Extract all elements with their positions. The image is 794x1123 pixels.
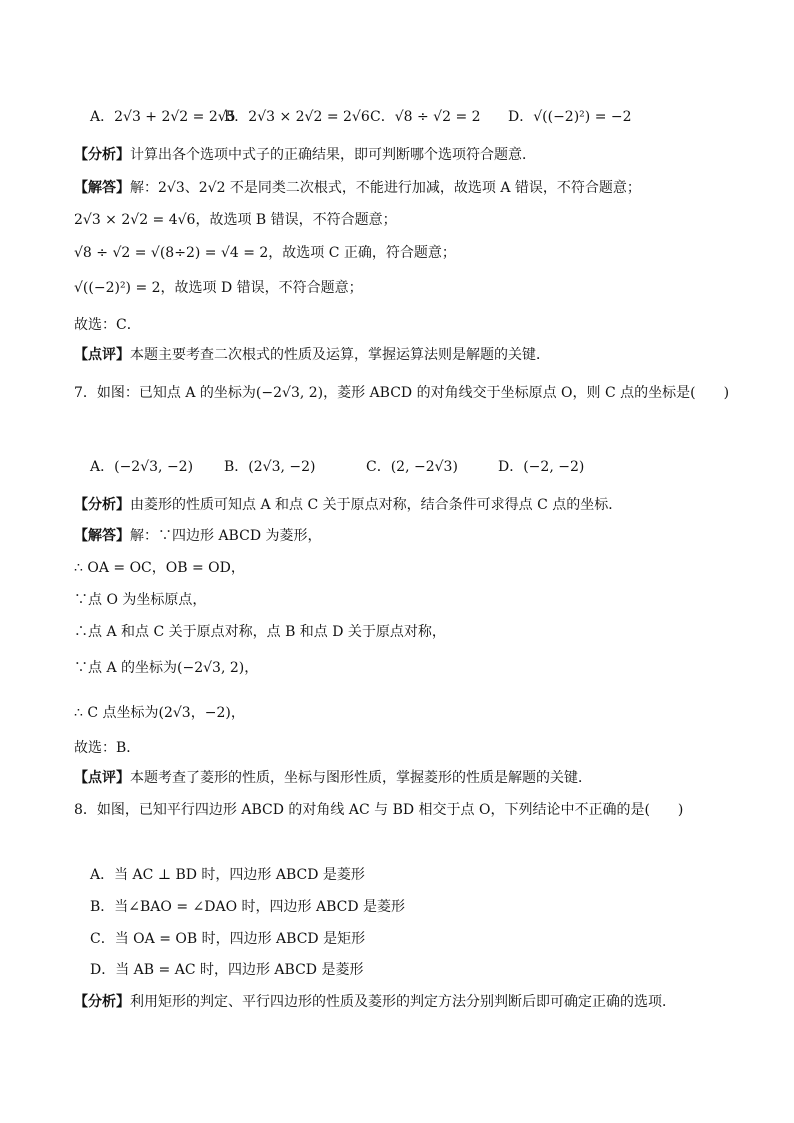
q6-comment-text: 本题主要考查二次根式的性质及运算，掌握运算法则是解题的关键． xyxy=(130,347,550,363)
q7-analysis-text: 由菱形的性质可知点 A 和点 C 关于原点对称，结合条件可求得点 C 点的坐标． xyxy=(130,497,623,513)
q6-analysis xyxy=(74,146,536,164)
q8-stem: 8．如图，已知平行四边形 ABCD 的对角线 AC 与 BD 相交于点 O，下列结论中不正确的是( ) xyxy=(74,802,684,818)
q7-options-row xyxy=(90,458,584,476)
q6-option-d: D．√((−2)²) = −2 xyxy=(508,109,632,125)
q7-solution-line-6: 故选：B． xyxy=(74,740,141,756)
q7-stem: 7．如图：已知点 A 的坐标为(−2√3, 2)，菱形 ABCD 的对角线交于坐标原点 O，则 C 点的坐标是( ) xyxy=(74,385,730,401)
q6-solution-line-4: 故选：C． xyxy=(74,317,141,333)
q7-analysis-tag: 【分析】 xyxy=(74,497,130,513)
q6-solution-tag: 【解答】 xyxy=(74,180,130,196)
q6-analysis-tag: 【分析】 xyxy=(74,147,130,163)
q7-solution-line-4: ∵点 A 的坐标为(−2√3, 2)， xyxy=(74,660,259,676)
q6-solution-line-3: √((−2)²) = 2，故选项 D 错误，不符合题意； xyxy=(74,280,363,296)
q7-solution-line-1: ∴ OA = OC，OB = OD， xyxy=(74,560,245,576)
q7-comment-text: 本题考查了菱形的性质，坐标与图形性质，掌握菱形的性质是解题的关键． xyxy=(130,770,592,786)
q6-solution-text-0: 解：2√3、2√2 不是同类二次根式，不能进行加减，故选项 A 错误，不符合题意； xyxy=(130,180,641,196)
q7-solution-tag: 【解答】 xyxy=(74,528,130,544)
q7-solution-line-5: ∴ C 点坐标为(2√3，−2)， xyxy=(74,705,245,721)
q8-option-a: A．当 AC ⊥ BD 时，四边形 ABCD 是菱形 xyxy=(90,867,365,883)
q7-solution-line-2: ∵点 O 为坐标原点， xyxy=(74,592,207,608)
q8-analysis xyxy=(74,993,676,1011)
q7-option-c: C．(2, −2√3) xyxy=(366,459,458,475)
q6-solution-line-0 xyxy=(74,179,641,197)
q7-analysis xyxy=(74,496,622,514)
q6-option-a: A．2√3 + 2√2 = 2√5 xyxy=(90,109,236,125)
q8-option-b: B．当∠BAO = ∠DAO 时，四边形 ABCD 是菱形 xyxy=(90,899,406,915)
q8-option-c: C．当 OA = OB 时，四边形 ABCD 是矩形 xyxy=(90,931,366,947)
q7-option-d: D．(−2, −2) xyxy=(498,459,585,475)
q6-options-row xyxy=(90,108,632,126)
q6-option-b: B．2√3 × 2√2 = 2√6 xyxy=(224,109,370,125)
q7-option-b: B．(2√3, −2) xyxy=(224,459,316,475)
q7-comment xyxy=(74,769,592,787)
q6-comment-tag: 【点评】 xyxy=(74,347,130,363)
q7-comment-tag: 【点评】 xyxy=(74,770,130,786)
q6-solution-line-2: √8 ÷ √2 = √(8÷2) = √4 = 2，故选项 C 正确，符合题意； xyxy=(74,245,456,261)
q8-analysis-text: 利用矩形的判定、平行四边形的性质及菱形的判定方法分别判断后即可确定正确的选项． xyxy=(130,994,676,1010)
q8-option-d: D．当 AB = AC 时，四边形 ABCD 是菱形 xyxy=(90,962,364,978)
q7-solution-text-0: 解：∵四边形 ABCD 为菱形， xyxy=(130,528,322,544)
q6-option-c: C．√8 ÷ √2 = 2 xyxy=(370,109,481,125)
q6-solution-line-1: 2√3 × 2√2 = 4√6，故选项 B 错误，不符合题意； xyxy=(74,212,397,228)
q7-option-a: A．(−2√3, −2) xyxy=(90,459,194,475)
q8-analysis-tag: 【分析】 xyxy=(74,994,130,1010)
q7-solution-line-0 xyxy=(74,527,322,545)
q7-solution-line-3: ∴点 A 和点 C 关于原点对称，点 B 和点 D 关于原点对称， xyxy=(74,624,446,640)
q6-comment xyxy=(74,346,550,364)
q6-analysis-text: 计算出各个选项中式子的正确结果，即可判断哪个选项符合题意． xyxy=(130,147,536,163)
